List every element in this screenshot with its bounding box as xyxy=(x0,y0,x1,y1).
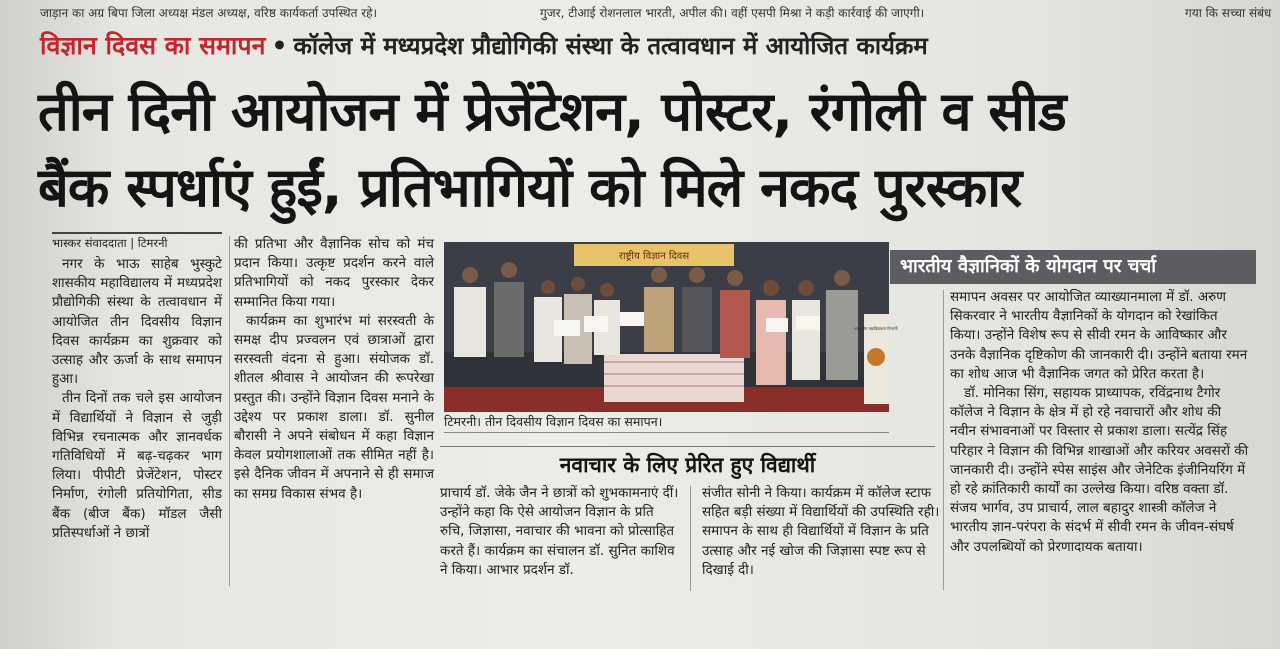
fragment-right: गया कि सच्चा संबंध xyxy=(1185,6,1272,20)
subheading: नवाचार के लिए प्रेरित हुए विद्यार्थी xyxy=(440,446,935,479)
column-2-para-1: की प्रतिभा और वैज्ञानिक सोच को मंच प्रदान किया। उत्कृष्ट प्रदर्शन करने वाले प्रतिभागियों को नकद पुरस्कार देकर सम्मानित किया गया। xyxy=(234,236,434,310)
column-1 xyxy=(52,255,222,543)
column-2 xyxy=(234,235,434,504)
kicker-text: कॉलेज में मध्यप्रदेश प्रौद्योगिकी संस्था के तत्वावधान में आयोजित कार्यक्रम xyxy=(293,32,928,60)
column-1-para-1: नगर के भाऊ साहेब भुस्कुटे शासकीय महाविद्यालय में मध्यप्रदेश प्रौद्योगिकी संस्था के तत्वावधान में आयोजित तीन दिवसीय विज्ञान दिवस कार्यक्रम का शुक्रवार को उत्साह और ऊर्जा के साथ समापन हुआ। xyxy=(52,256,222,388)
sidebar-heading: भारतीय वैज्ञानिकों के योगदान पर चर्चा xyxy=(890,250,1256,284)
event-photo xyxy=(444,242,898,412)
column-3 xyxy=(440,484,680,580)
kicker-separator: • xyxy=(271,31,288,60)
headline-line-1: तीन दिनी आयोजन में प्रेजेंटेशन, पोस्टर, रंगोली व सीड xyxy=(38,80,1066,143)
photo-caption: टिमरनी। तीन दिवसीय विज्ञान दिवस का समापन। xyxy=(444,412,889,433)
sidebar-column xyxy=(950,288,1250,557)
sidebar-para-1: समापन अवसर पर आयोजित व्याख्यानमाला में डॉ. अरुण सिकरवार ने भारतीय वैज्ञानिकों के योगदान को रेखांकित किया। उन्होंने विशेष रूप से सीवी रमन के आविष्कार और उनके वैज्ञानिक दृष्टिकोण की जानकारी दी। उन्होंने बताया रमन का शोध आज भी वैज्ञानिक जगत को प्रेरित करता है। xyxy=(950,289,1248,382)
column-4-para: संजीत सोनी ने किया। कार्यक्रम में कॉलेज स्टाफ सहित बड़ी संख्या में विद्यार्थियों की उपस्थिति रही। समापन के साथ ही विद्यार्थियों में विज्ञान के प्रति उत्साह और नई खोज की जिज्ञासा स्पष्ट रूप से दिखाई दी। xyxy=(702,485,940,578)
sidebar-para-2: डॉ. मोनिका सिंग, सहायक प्राध्यापक, रविंद्रनाथ टैगोर कॉलेज ने विज्ञान के क्षेत्र में हो रहे नवाचारों और शोध की नवीन संभावनाओं पर विस्तार से प्रकाश डाला। सत्येंद्र सिंह परिहार ने विज्ञान की विभिन्न शाखाओं और करियर अवसरों की जानकारी दी। उन्होंने स्पेस साइंस और जेनेटिक इंजीनियरिंग में हो रहे क्रांतिकारी कार्यों का उल्लेख किया। वरिष्ठ वक्ता डॉ. संजय भार्गव, उप प्राचार्य, लाल बहादुर शास्त्री कॉलेज ने भारतीय ज्ञान-परंपरा के संदर्भ में सीवी रमन के जीवन-संघर्ष और उपलब्धियों को प्रेरणादायक बताया। xyxy=(950,385,1249,555)
column-4 xyxy=(702,484,940,580)
column-rule-2 xyxy=(690,486,691,591)
column-2-para-2: कार्यक्रम का शुभारंभ मां सरस्वती के समक्ष दीप प्रज्वलन एवं छात्राओं द्वारा सरस्वती वंदना से हुआ। संयोजक डॉ. शीतल श्रीवास ने आयोजन की रूपरेखा प्रस्तुत की। उन्होंने विज्ञान दिवस मनाने के उद्देश्य पर प्रकाश डाला। डॉ. सुनील बौरासी ने अपने संबोधन में कहा विज्ञान केवल प्रयोगशालाओं तक सीमित नहीं है। इसे दैनिक जीवन में अपनाने से ही समाज का समग्र विकास संभव है। xyxy=(234,312,434,502)
group-photo-illustration xyxy=(444,242,898,412)
column-rule-1 xyxy=(229,236,230,586)
column-3-para: प्राचार्य डॉ. जेके जैन ने छात्रों को शुभकामनाएं दीं। उन्होंने कहा कि ऐसे आयोजन विज्ञान के प्रति रुचि, जिज्ञासा, नवाचार की भावना को प्रोत्साहित करते हैं। कार्यक्रम का संचालन डॉ. सुनित काशिव ने किया। आभार प्रदर्शन डॉ. xyxy=(440,485,679,578)
podium-text: शासकीय महाविद्यालय टिमरनी xyxy=(854,326,898,331)
fragment-left: जाड़ान का अग्र बिपा जिला अध्यक्ष मंडल अध्यक्ष, वरिष्ठ कार्यकर्ता उपस्थित रहे। xyxy=(40,6,378,20)
column-1-para-2: तीन दिनों तक चले इस आयोजन में विद्यार्थियों ने विज्ञान से जुड़ी विभिन्न रचनात्मक और ज्ञानवर्धक गतिविधियों में बढ़-चढ़कर भाग लिया। पीपीटी प्रेजेंटेशन, पोस्टर निर्माण, रंगोली प्रतियोगिता, सीड बैंक (बीज बैंक) मॉडल जैसी प्रतिस्पर्धाओं ने छात्रों xyxy=(52,390,222,541)
kicker-line xyxy=(40,26,928,66)
column-rule-3 xyxy=(943,290,944,590)
fragment-mid: गुजर, टीआई रोशनलाल भारती, अपील की। वहीं एसपी मिश्रा ने कड़ी कार्रवाई की जाएगी। xyxy=(540,6,925,20)
byline: भास्कर संवाददाता | टिमरनी xyxy=(52,232,222,251)
headline-line-2: बैंक स्पर्धाएं हुईं, प्रतिभागियों को मिले नकद पुरस्कार xyxy=(38,156,1022,219)
stage-banner-text: राष्ट्रीय विज्ञान दिवस xyxy=(618,251,690,262)
kicker-label: विज्ञान दिवस का समापन xyxy=(40,31,266,60)
previous-article-fragment xyxy=(0,0,1280,26)
